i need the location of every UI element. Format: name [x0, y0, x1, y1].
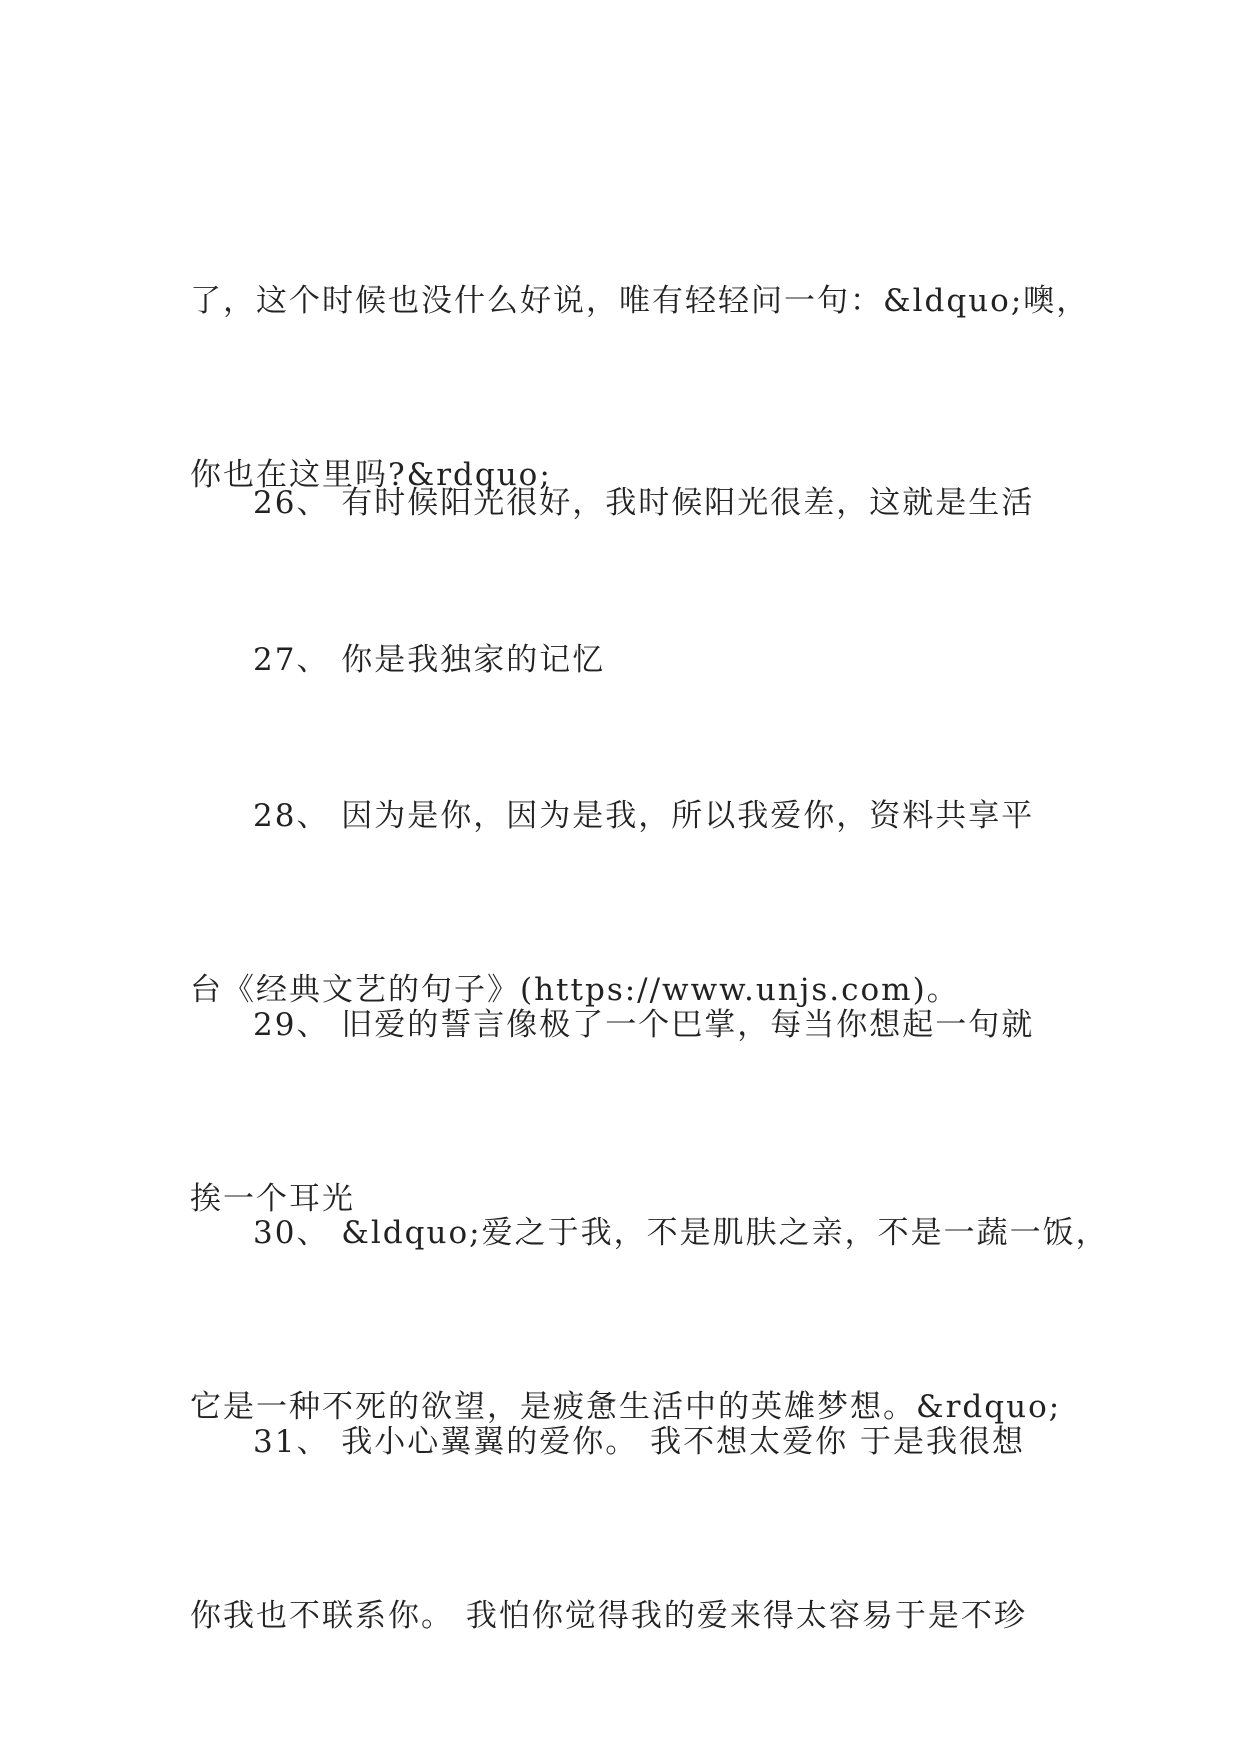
text-line: 你我也不联系你。 我怕你觉得我的爱来得太容易于是不珍 [190, 1598, 1027, 1634]
text-line: 30、 &ldquo;爱之于我，不是肌肤之亲，不是一蔬一饭， [253, 1215, 1109, 1251]
text-line: 28、 因为是你，因为是我，所以我爱你，资料共享平 [253, 798, 1035, 834]
text-line: 挨一个耳光 [190, 1181, 355, 1217]
text-line: 29、 旧爱的誓言像极了一个巴掌，每当你想起一句就 [253, 1007, 1035, 1043]
paragraph-item-31 [190, 1297, 1070, 1761]
text-line: 它是一种不死的欲望，是疲惫生活中的英雄梦想。&rdquo; [190, 1389, 1062, 1425]
text-line: 26、 有时候阳光很好，我时候阳光很差，这就是生活 [253, 485, 1035, 521]
text-line: 台《经典文艺的句子》(https://www.unjs.com)。 [190, 972, 960, 1008]
text-line: 31、 我小心翼翼的爱你。 我不想太爱你 于是我很想 [253, 1424, 1026, 1460]
text-line: 了，这个时候也没什么好说，唯有轻轻问一句：&ldquo;噢， [190, 283, 1090, 319]
text-line: 你也在这里吗?&rdquo; [190, 457, 552, 493]
text-line: 27、 你是我独家的记忆 [253, 642, 606, 678]
